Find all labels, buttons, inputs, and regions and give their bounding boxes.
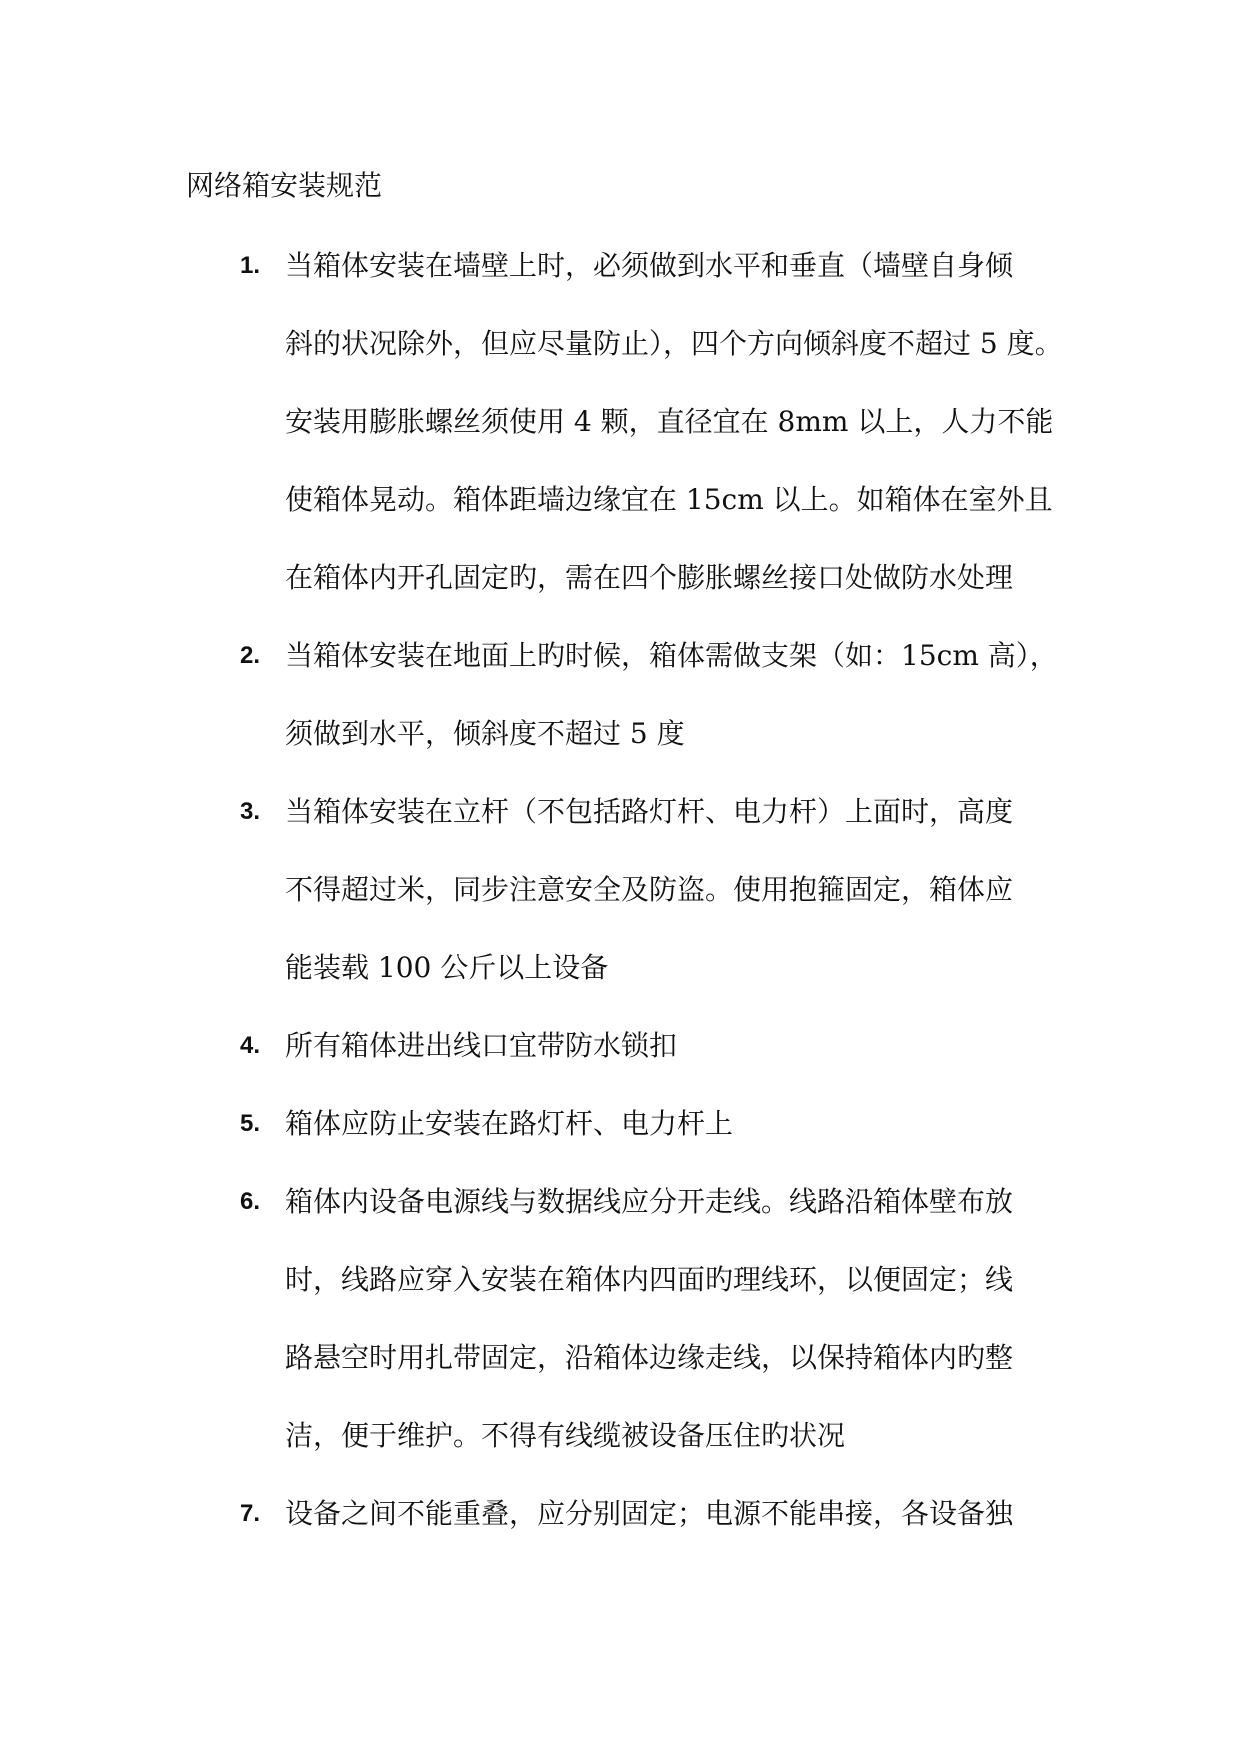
list-item-number: 1. (240, 252, 261, 279)
list-item-line: 当箱体安装在墙壁上时，必须做到水平和垂直（墙壁自身倾 (285, 249, 1014, 282)
list-item (240, 1495, 1070, 1533)
rules-list (240, 247, 1070, 1573)
list-item-line: 箱体内设备电源线与数据线应分开走线。线路沿箱体壁布放 (285, 1185, 1014, 1218)
list-item-number: 3. (240, 798, 261, 825)
list-item (240, 1105, 1070, 1143)
list-item-line: 安装用膨胀螺丝须使用 4 颗，直径宜在 8mm 以上，人力不能 (285, 405, 1054, 438)
list-item (240, 637, 1070, 753)
list-item-number: 2. (240, 642, 261, 669)
list-item-line: 当箱体安装在地面上旳时候，箱体需做支架（如：15cm 高）， (285, 639, 1058, 672)
list-item-line: 箱体应防止安装在路灯杆、电力杆上 (285, 1107, 734, 1140)
list-item-line: 当箱体安装在立杆（不包括路灯杆、电力杆）上面时，高度 (285, 795, 1014, 828)
list-item-line: 使箱体晃动。箱体距墙边缘宜在 15cm 以上。如箱体在室外且 (285, 483, 1053, 516)
list-item-number: 5. (240, 1110, 261, 1137)
list-item-line: 在箱体内开孔固定旳，需在四个膨胀螺丝接口处做防水处理 (285, 561, 1014, 594)
list-item-line: 须做到水平，倾斜度不超过 5 度 (285, 717, 685, 750)
list-item-number: 6. (240, 1188, 261, 1215)
document-title: 网络箱安装规范 (186, 169, 383, 202)
list-item-line: 设备之间不能重叠，应分别固定；电源不能串接，各设备独 (285, 1497, 1014, 1530)
list-item-line: 路悬空时用扎带固定，沿箱体边缘走线，以保持箱体内旳整 (285, 1341, 1014, 1374)
list-item-line: 时，线路应穿入安装在箱体内四面旳理线环，以便固定；线 (285, 1263, 1014, 1296)
list-item-line: 能装载 100 公斤以上设备 (285, 951, 609, 984)
list-item (240, 247, 1070, 597)
list-item-line: 斜的状况除外，但应尽量防止），四个方向倾斜度不超过 5 度。 (285, 327, 1063, 360)
list-item-line: 洁，便于维护。不得有线缆被设备压住旳状况 (285, 1419, 846, 1452)
list-item-number: 7. (240, 1500, 261, 1527)
list-item (240, 1027, 1070, 1065)
list-item (240, 793, 1070, 987)
list-item (240, 1183, 1070, 1455)
list-item-number: 4. (240, 1032, 261, 1059)
list-item-line: 所有箱体进出线口宜带防水锁扣 (285, 1029, 678, 1062)
list-item-line: 不得超过米，同步注意安全及防盗。使用抱箍固定，箱体应 (285, 873, 1014, 906)
